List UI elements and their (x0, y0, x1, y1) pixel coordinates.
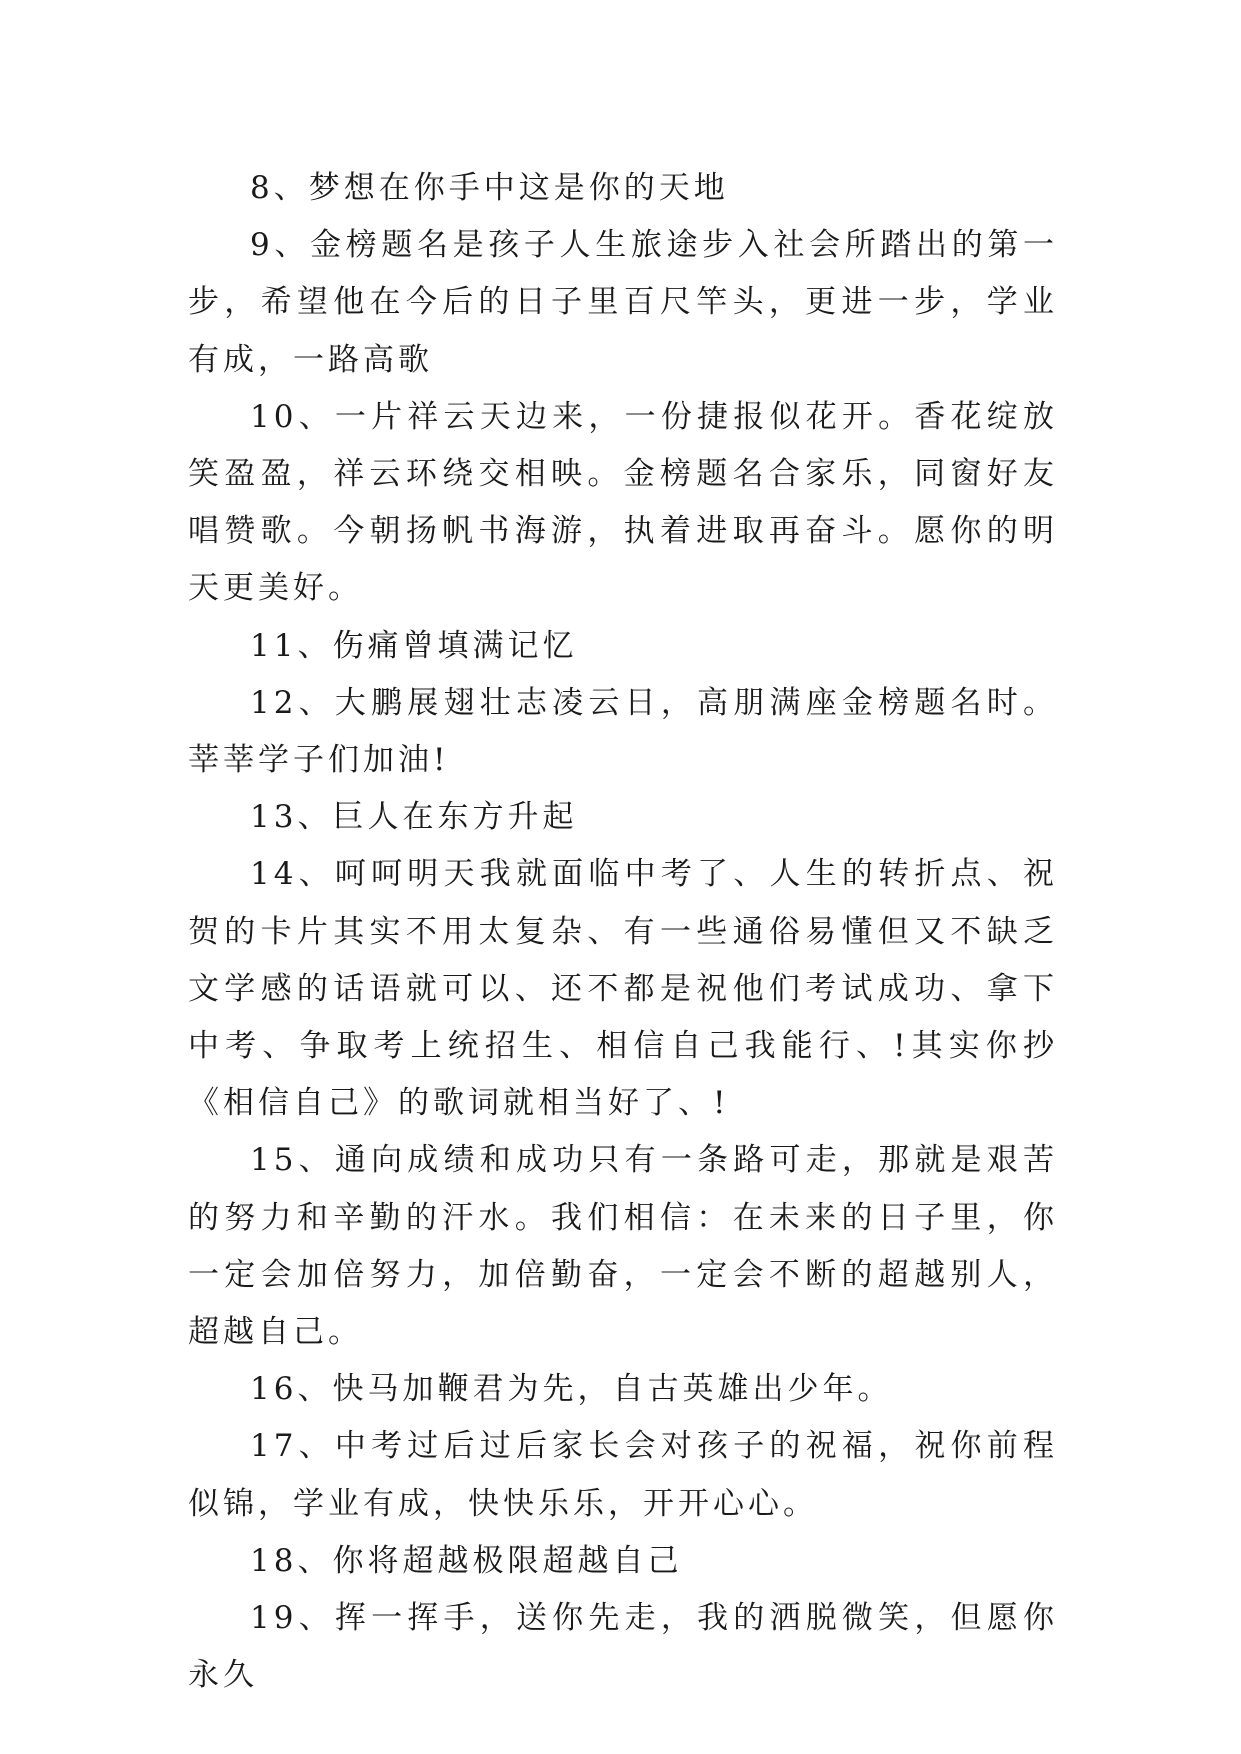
paragraph-18: 18、你将超越极限超越自己 (250, 1542, 683, 1579)
paragraph-15: 15、通向成绩和成功只有一条路可走，那就是艰苦的努力和辛勤的汗水。我们相信：在未来的日子里，你一定会加倍努力，加倍勤奋，一定会不断的超越别人，超越自己。 (188, 1142, 1058, 1351)
paragraph-11: 11、伤痛曾填满记忆 (250, 627, 578, 664)
paragraph-13: 13、巨人在东方升起 (250, 799, 578, 836)
paragraph-16: 16、快马加鞭君为先，自古英雄出少年。 (250, 1371, 893, 1408)
paragraph-9: 9、金榜题名是孩子人生旅途步入社会所踏出的第一步，希望他在今后的日子里百尺竿头，更进一步，学业有成，一路高歌 (188, 227, 1058, 378)
paragraph-10: 10、一片祥云天边来，一份捷报似花开。香花绽放笑盈盈，祥云环绕交相映。金榜题名合家乐，同窗好友唱赞歌。今朝扬帆书海游，执着进取再奋斗。愿你的明天更美好。 (188, 398, 1058, 607)
paragraph-19: 19、挥一挥手，送你先走，我的洒脱微笑，但愿你永久 (188, 1600, 1058, 1694)
paragraph-8: 8、梦想在你手中这是你的天地 (250, 170, 729, 206)
paragraph-12: 12、大鹏展翅壮志凌云日，高朋满座金榜题名时。莘莘学子们加油! (188, 684, 1058, 779)
document-body (188, 160, 1058, 1704)
paragraph-17: 17、中考过后过后家长会对孩子的祝福，祝你前程似锦，学业有成，快快乐乐，开开心心。 (188, 1428, 1058, 1522)
paragraph-14: 14、呵呵明天我就面临中考了、人生的转折点、祝贺的卡片其实不用太复杂、有一些通俗易懂但又不缺乏文学感的话语就可以、还不都是祝他们考试成功、拿下中考、争取考上统招生、相信自己我能行、!其实你抄《相信自己》的歌词就相当好了、! (188, 856, 1058, 1122)
